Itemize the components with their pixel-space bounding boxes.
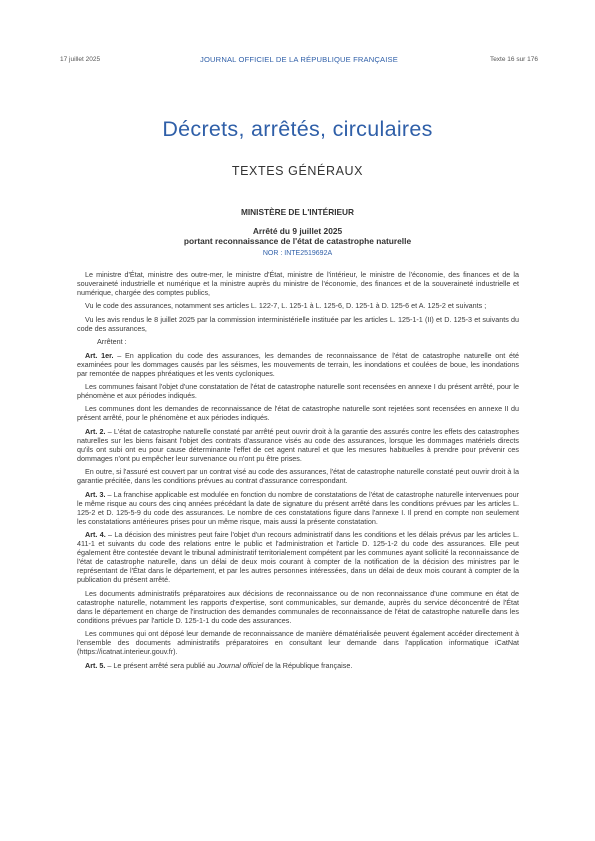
publication-date: 17 juillet 2025: [60, 56, 101, 63]
preamble-paragraph: Vu le code des assurances, notamment ses articles L. 122-7, L. 125-1 à L. 125-6, D. 125-1 à D. 125-6 et A. 125-2 et suivants ;: [85, 301, 487, 311]
decree-title: [0, 226, 595, 246]
article-text: – En application du code des assurances, les demandes de reconnaissance de l'état de catastrophe naturelle ont été examinées pour les dommages causés par les séismes, les mouvements de terrain, les inondations et coulées de boue, les inondations par remontée de nappes phréatiques et les vents cycloniques.: [77, 350, 519, 378]
article-text: – La décision des ministres peut faire l'objet d'un recours administratif dans les conditions et les délais prévus par les articles L. 411-1 et suivants du code des relations entre le public et l'administration et l'article D. 125-1-2 du code des assurances. Elle peut également être contestée devant le tribunal administratif territorialement compétent par les communes ayant sollicité la reconnaissance de l'état de catastrophe naturelle, dans un délai de deux mois courant à compter de la notification de la décision des ministres par le représentant de l'État dans le département, et par les autres personnes intéressées, dans un délai de deux mois courant à compter de la publication du présent arrêté.: [77, 530, 520, 585]
article-5-label: Art. 5.: [85, 660, 106, 670]
article-3-paragraph: [77, 490, 519, 526]
article-text: de la République française.: [265, 660, 353, 670]
nor-code: INTE2519692A: [284, 250, 333, 257]
subsection-title: TEXTES GÉNÉRAUX: [231, 164, 364, 178]
nor-reference: [0, 250, 595, 257]
arretent-line: Arrêtent :: [97, 337, 127, 347]
page-header: [60, 56, 538, 66]
article-3-label: Art. 3.: [85, 489, 106, 499]
article-1-paragraph: Les communes dont les demandes de reconnaissance de l'état de catastrophe naturelle sont rejetées sont recensées en annexe II du présent arrêté, pour le phénomène et aux périodes indiqués.: [77, 404, 519, 423]
article-text: – Le présent arrêté sera publié au: [107, 660, 216, 670]
nor-label: NOR :: [262, 250, 283, 257]
decree-title-line2: portant reconnaissance de l'état de catastrophe naturelle: [183, 236, 412, 246]
journal-name: JOURNAL OFFICIEL DE LA RÉPUBLIQUE FRANÇAISE: [200, 55, 398, 64]
decree-title-line1: Arrêté du 9 juillet 2025: [252, 226, 343, 236]
article-4-label: Art. 4.: [85, 530, 106, 540]
article-2-paragraph: En outre, si l'assuré est couvert par un contrat visé au code des assurances, l'état de catastrophe naturelle constaté peut ouvrir droit à la garantie précitée, dans les conditions prévues au contrat d'assurance correspondant.: [77, 467, 519, 486]
article-1-label: Art. 1er.: [85, 350, 114, 360]
ministry-name: MINISTÈRE DE L'INTÉRIEUR: [240, 207, 355, 217]
article-4-paragraph: Les communes qui ont déposé leur demande de reconnaissance de manière dématérialisée peuvent également accéder directement à l'ensemble des documents administratifs préparatoires en consultant leur demande dans l'application informatique iCatNat (https://icatnat.interieur.gouv.fr).: [77, 629, 519, 657]
article-text: – La franchise applicable est modulée en fonction du nombre de constatations de l'état de catastrophe naturelle intervenues pour le même risque au cours des cinq années précédant la date de signature du présent arrêté dans les conditions prévues par les articles L. 125-2 et D. 125-5-9 du code des assurances. Le nombre de ces constatations figure dans l'annexe I. Il prend en compte non seulement les constatations antérieures prises pour un même risque, mais aussi la présente constatation.: [77, 489, 519, 526]
article-4-paragraph: Les documents administratifs préparatoires aux décisions de reconnaissance ou de non reconnaissance d'une commune en état de catastrophe naturelle, notamment les rapports d'expertise, sont communicables, sur demande, auprès du service déconcentré de l'État dans le département en charge de l'instruction des demandes communales de reconnaissance de l'état de catastrophe naturelle dans les conditions prévues par l'article D. 125-1-1 du code des assurances.: [77, 588, 519, 625]
decree-body: [77, 270, 519, 674]
preamble-paragraph: Vu les avis rendus le 8 juillet 2025 par la commission interministérielle instituée par les articles L. 125-1-1 (II) et D. 125-3 et suivants du code des assurances,: [77, 314, 519, 333]
text-reference: Texte 16 sur 176: [489, 56, 538, 63]
article-4-paragraph: [77, 530, 519, 584]
journal-officiel-italic: Journal officiel: [217, 660, 264, 670]
article-2-label: Art. 2.: [85, 426, 106, 436]
preamble-paragraph: Le ministre d'État, ministre des outre-mer, le ministre d'État, ministre de l'intérieur, le ministre de l'économie, des finances et de la souveraineté industrielle et numérique et la ministre auprès du ministre de l'économie, des finances et de la souveraineté industrielle et numérique, chargée des comptes publics,: [77, 270, 519, 298]
article-1-paragraph: Les communes faisant l'objet d'une constatation de l'état de catastrophe naturelle sont recensées en annexe I du présent arrêté, pour le phénomène et aux périodes indiqués.: [77, 381, 519, 400]
section-title: Décrets, arrêtés, circulaires: [162, 117, 433, 141]
article-5-paragraph: [77, 661, 519, 670]
article-text: – L'état de catastrophe naturelle constaté par arrêté peut ouvrir droit à la garantie des assurés contre les effets des catastrophes naturelles sur les biens faisant l'objet des contrats d'assurance visés au code des assurances, lorsque les dommages matériels directs qu'ils ont subi ont eu pour cause déterminante l'effet de cet agent naturel et que les mesures habituelles à prendre pour prévenir ces dommages n'ont pu empêcher leur survenance ou n'ont pu être prises.: [77, 426, 520, 463]
article-1-paragraph: [77, 351, 519, 378]
article-2-paragraph: [77, 427, 519, 463]
